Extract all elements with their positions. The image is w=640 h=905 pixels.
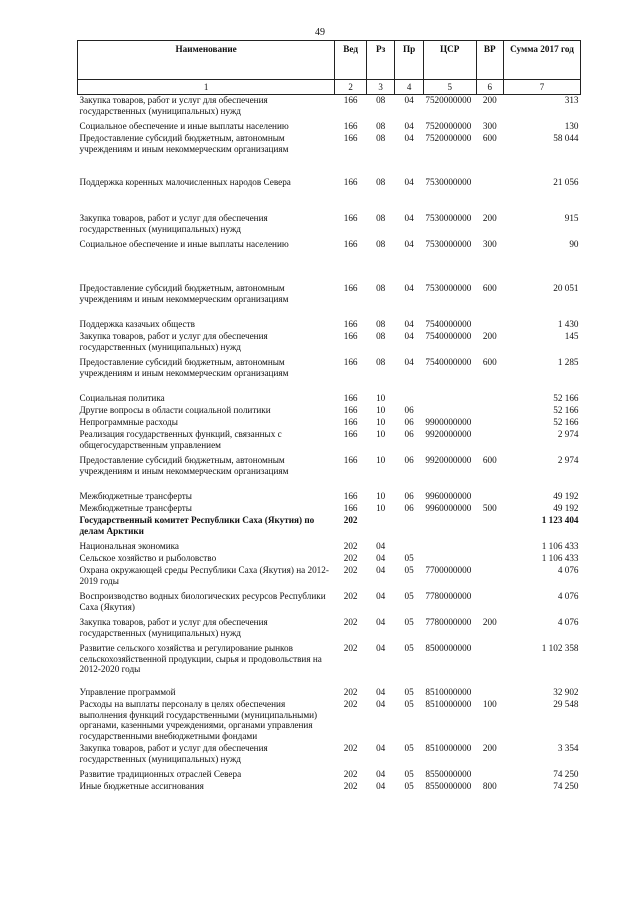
cell-ved: 202 <box>343 515 358 525</box>
cell-pr: 04 <box>404 331 414 341</box>
cell-csr: 7520000000 <box>425 121 472 131</box>
cell-csr: 7780000000 <box>425 617 472 627</box>
cell-rz: 10 <box>376 393 386 403</box>
cell-name: Национальная экономика <box>79 541 180 551</box>
table-row <box>78 283 581 319</box>
cell-csr <box>423 553 476 565</box>
cell-vr: 200 <box>482 95 497 105</box>
cell-vr <box>476 643 503 687</box>
table-row <box>78 781 581 793</box>
table-row <box>78 319 581 331</box>
cell-ved: 202 <box>343 553 358 563</box>
header-pr: Пр <box>395 41 423 80</box>
cell-pr: 05 <box>404 699 414 709</box>
table-row <box>78 515 581 541</box>
cell-ved: 166 <box>343 95 358 105</box>
cell-vr: 200 <box>482 213 497 223</box>
cell-sum: 52 166 <box>553 405 579 415</box>
cell-sum: 52 166 <box>553 417 579 427</box>
cell-ved: 166 <box>343 357 358 367</box>
cell-rz: 10 <box>376 429 386 439</box>
cell-ved: 202 <box>343 687 358 697</box>
table-row <box>78 121 581 133</box>
cell-name: Предоставление субсидий бюджетным, автономным учреждениям и иным некоммерческим организациям <box>79 455 289 476</box>
cell-sum: 90 <box>569 239 579 249</box>
table-row <box>78 177 581 213</box>
cell-name: Межбюджетные трансферты <box>79 503 192 513</box>
cell-ved: 202 <box>343 781 358 791</box>
cell-csr <box>423 515 476 541</box>
cell-ved: 166 <box>343 239 358 249</box>
cell-sum: 20 051 <box>553 283 579 293</box>
cell-rz <box>366 515 394 541</box>
table-row <box>78 565 581 591</box>
cell-rz: 08 <box>376 133 386 143</box>
cell-vr <box>476 565 503 591</box>
cell-csr: 9900000000 <box>425 417 472 427</box>
cell-csr: 7520000000 <box>425 133 472 143</box>
cell-rz: 08 <box>376 283 386 293</box>
cell-csr: 7530000000 <box>425 239 472 249</box>
cell-ved: 166 <box>343 417 358 427</box>
cell-pr: 05 <box>404 687 414 697</box>
cell-vr <box>476 429 503 455</box>
cell-sum: 2 974 <box>557 455 579 465</box>
cell-rz: 04 <box>376 553 386 563</box>
col-number: 6 <box>476 80 503 95</box>
table-row <box>78 429 581 455</box>
cell-vr <box>476 177 503 213</box>
cell-csr: 8500000000 <box>425 643 472 653</box>
cell-vr: 800 <box>482 781 497 791</box>
cell-pr: 05 <box>404 617 414 627</box>
cell-name: Воспроизводство водных биологических ресурсов Республики Саха (Якутия) <box>79 591 326 612</box>
table-row <box>78 699 581 743</box>
cell-name: Поддержка казачьих обществ <box>79 319 195 329</box>
cell-sum: 1 106 433 <box>541 541 579 551</box>
cell-name: Развитие традиционных отраслей Севера <box>79 769 242 779</box>
cell-rz: 08 <box>376 357 386 367</box>
cell-vr: 200 <box>482 617 497 627</box>
cell-csr: 8510000000 <box>425 743 472 753</box>
table-row <box>78 331 581 357</box>
cell-pr: 05 <box>404 591 414 601</box>
cell-rz: 04 <box>376 541 386 551</box>
table-row <box>78 643 581 687</box>
cell-pr: 06 <box>404 455 414 465</box>
cell-rz: 10 <box>376 455 386 465</box>
cell-sum: 130 <box>564 121 579 131</box>
cell-name: Государственный комитет Республики Саха (Якутия) по делам Арктики <box>79 515 315 536</box>
cell-pr: 06 <box>404 503 414 513</box>
cell-rz: 10 <box>376 503 386 513</box>
cell-name: Закупка товаров, работ и услуг для обеспечения государственных (муниципальных) нужд <box>79 617 268 638</box>
cell-ved: 202 <box>343 769 358 779</box>
cell-rz: 04 <box>376 643 386 653</box>
cell-sum: 145 <box>564 331 579 341</box>
table-row <box>78 417 581 429</box>
cell-vr: 600 <box>482 455 497 465</box>
cell-name: Поддержка коренных малочисленных народов Севера <box>79 177 291 187</box>
cell-csr <box>423 541 476 553</box>
cell-ved: 166 <box>343 491 358 501</box>
col-number: 3 <box>366 80 394 95</box>
cell-sum: 915 <box>564 213 579 223</box>
cell-vr <box>476 417 503 429</box>
cell-name: Охрана окружающей среды Республики Саха (Якутия) на 2012-2019 годы <box>79 565 329 586</box>
table-row <box>78 239 581 283</box>
cell-name: Предоставление субсидий бюджетным, автономным учреждениям и иным некоммерческим организациям <box>79 357 289 378</box>
cell-ved: 166 <box>343 121 358 131</box>
cell-pr: 05 <box>404 781 414 791</box>
cell-pr: 04 <box>404 177 414 187</box>
cell-vr <box>476 393 503 405</box>
cell-vr <box>476 405 503 417</box>
cell-ved: 166 <box>343 393 358 403</box>
cell-name: Другие вопросы в области социальной политики <box>79 405 271 415</box>
cell-ved: 166 <box>343 213 358 223</box>
cell-ved: 166 <box>343 429 358 439</box>
cell-csr: 7530000000 <box>425 177 472 187</box>
cell-vr <box>476 515 503 541</box>
cell-pr: 05 <box>404 743 414 753</box>
cell-rz: 04 <box>376 743 386 753</box>
cell-pr: 04 <box>404 319 414 329</box>
cell-sum: 2 974 <box>557 429 579 439</box>
cell-ved: 166 <box>343 177 358 187</box>
cell-vr <box>476 769 503 781</box>
cell-csr: 7530000000 <box>425 213 472 223</box>
cell-name: Социальное обеспечение и иные выплаты населению <box>79 121 289 131</box>
cell-sum: 52 166 <box>553 393 579 403</box>
cell-sum: 4 076 <box>557 617 579 627</box>
cell-name: Управление программой <box>79 687 176 697</box>
cell-ved: 202 <box>343 565 358 575</box>
cell-ved: 166 <box>343 331 358 341</box>
table-body <box>78 95 581 794</box>
cell-rz: 08 <box>376 213 386 223</box>
cell-csr: 9960000000 <box>425 503 472 513</box>
cell-sum: 74 250 <box>553 781 579 791</box>
table-row <box>78 95 581 122</box>
cell-vr: 600 <box>482 283 497 293</box>
cell-sum: 1 430 <box>557 319 579 329</box>
cell-name: Предоставление субсидий бюджетным, автономным учреждениям и иным некоммерческим организациям <box>79 283 289 304</box>
table-row <box>78 133 581 177</box>
cell-sum: 3 354 <box>557 743 579 753</box>
cell-vr <box>476 319 503 331</box>
cell-name: Закупка товаров, работ и услуг для обеспечения государственных (муниципальных) нужд <box>79 213 268 234</box>
cell-csr: 7540000000 <box>425 331 472 341</box>
table-header-row <box>78 41 581 80</box>
cell-ved: 202 <box>343 591 358 601</box>
cell-vr <box>476 541 503 553</box>
cell-name: Закупка товаров, работ и услуг для обеспечения государственных (муниципальных) нужд <box>79 331 268 352</box>
col-number: 4 <box>395 80 423 95</box>
cell-name: Предоставление субсидий бюджетным, автономным учреждениям и иным некоммерческим организациям <box>79 133 289 154</box>
cell-vr <box>476 591 503 617</box>
cell-name: Закупка товаров, работ и услуг для обеспечения государственных (муниципальных) нужд <box>79 95 268 116</box>
header-name: Наименование <box>78 41 335 80</box>
cell-pr <box>395 515 423 541</box>
cell-sum: 4 076 <box>557 565 579 575</box>
column-number-row <box>78 80 581 95</box>
cell-name: Иные бюджетные ассигнования <box>79 781 204 791</box>
cell-csr: 9920000000 <box>425 429 472 439</box>
cell-sum: 29 548 <box>553 699 579 709</box>
cell-csr <box>423 405 476 417</box>
col-number: 7 <box>503 80 580 95</box>
cell-name: Сельское хозяйство и рыболовство <box>79 553 217 563</box>
cell-pr: 06 <box>404 491 414 501</box>
cell-rz: 04 <box>376 687 386 697</box>
cell-rz: 08 <box>376 319 386 329</box>
cell-sum: 1 285 <box>557 357 579 367</box>
cell-vr: 200 <box>482 743 497 753</box>
cell-pr: 05 <box>404 553 414 563</box>
col-number: 5 <box>423 80 476 95</box>
cell-pr <box>395 541 423 553</box>
cell-vr: 100 <box>482 699 497 709</box>
cell-csr: 7540000000 <box>425 357 472 367</box>
table-row <box>78 743 581 769</box>
cell-rz: 10 <box>376 417 386 427</box>
table-row <box>78 405 581 417</box>
cell-pr: 06 <box>404 417 414 427</box>
cell-pr: 04 <box>404 95 414 105</box>
cell-csr: 8510000000 <box>425 699 472 709</box>
cell-csr: 9960000000 <box>425 491 472 501</box>
cell-name: Межбюджетные трансферты <box>79 491 192 501</box>
header-sum: Сумма 2017 год <box>503 41 580 80</box>
cell-rz: 04 <box>376 617 386 627</box>
header-csr: ЦСР <box>423 41 476 80</box>
cell-vr <box>476 687 503 699</box>
cell-csr: 7780000000 <box>425 591 472 601</box>
cell-name: Социальная политика <box>79 393 165 403</box>
header-rz: Рз <box>366 41 394 80</box>
cell-rz: 08 <box>376 177 386 187</box>
cell-rz: 04 <box>376 565 386 575</box>
cell-pr: 04 <box>404 239 414 249</box>
table-row <box>78 503 581 515</box>
col-number: 1 <box>78 80 335 95</box>
cell-ved: 166 <box>343 133 358 143</box>
cell-pr: 05 <box>404 643 414 653</box>
cell-pr: 06 <box>404 429 414 439</box>
cell-csr: 7540000000 <box>425 319 472 329</box>
cell-vr <box>476 553 503 565</box>
cell-sum: 4 076 <box>557 591 579 601</box>
table-row <box>78 553 581 565</box>
cell-sum: 21 056 <box>553 177 579 187</box>
table-row <box>78 455 581 491</box>
cell-ved: 166 <box>343 405 358 415</box>
table-row <box>78 213 581 239</box>
cell-rz: 08 <box>376 331 386 341</box>
budget-table <box>77 40 581 793</box>
cell-sum: 49 192 <box>553 503 579 513</box>
cell-vr: 500 <box>482 503 497 513</box>
cell-ved: 166 <box>343 455 358 465</box>
cell-pr: 04 <box>404 121 414 131</box>
cell-ved: 166 <box>343 283 358 293</box>
cell-pr: 04 <box>404 357 414 367</box>
cell-name: Социальное обеспечение и иные выплаты населению <box>79 239 289 249</box>
cell-ved: 202 <box>343 541 358 551</box>
cell-vr: 600 <box>482 357 497 367</box>
cell-ved: 166 <box>343 319 358 329</box>
cell-rz: 10 <box>376 405 386 415</box>
cell-csr: 7520000000 <box>425 95 472 105</box>
col-number: 2 <box>335 80 367 95</box>
table-row <box>78 591 581 617</box>
cell-csr: 9920000000 <box>425 455 472 465</box>
cell-vr <box>476 491 503 503</box>
cell-pr: 06 <box>404 405 414 415</box>
cell-name: Закупка товаров, работ и услуг для обеспечения государственных (муниципальных) нужд <box>79 743 268 764</box>
cell-csr: 8550000000 <box>425 781 472 791</box>
cell-pr: 04 <box>404 133 414 143</box>
cell-rz: 08 <box>376 239 386 249</box>
cell-pr: 05 <box>404 769 414 779</box>
cell-vr: 200 <box>482 331 497 341</box>
cell-sum: 313 <box>564 95 579 105</box>
cell-pr: 04 <box>404 213 414 223</box>
cell-rz: 04 <box>376 591 386 601</box>
cell-sum: 74 250 <box>553 769 579 779</box>
cell-csr: 7700000000 <box>425 565 472 575</box>
cell-pr: 05 <box>404 565 414 575</box>
cell-csr <box>423 393 476 405</box>
cell-sum: 1 123 404 <box>541 515 579 525</box>
table-row <box>78 393 581 405</box>
cell-pr: 04 <box>404 283 414 293</box>
header-vr: ВР <box>476 41 503 80</box>
table-row <box>78 687 581 699</box>
table-row <box>78 491 581 503</box>
cell-name: Непрограммные расходы <box>79 417 178 427</box>
cell-sum: 58 044 <box>553 133 579 143</box>
cell-csr: 7530000000 <box>425 283 472 293</box>
table-row <box>78 769 581 781</box>
cell-ved: 202 <box>343 699 358 709</box>
cell-name: Реализация государственных функций, связанных с общегосударственным управлением <box>79 429 282 450</box>
cell-name: Развитие сельского хозяйства и регулирование рынков сельскохозяйственной продукции, сырья и продовольствия на 2012-2020 годы <box>79 643 322 675</box>
cell-csr: 8550000000 <box>425 769 472 779</box>
cell-vr: 300 <box>482 121 497 131</box>
cell-pr <box>395 393 423 405</box>
cell-name: Расходы на выплаты персоналу в целях обеспечения выполнения функций государственными (муниципальными) органами, казенными учреждениями, органами управления государственными внебюджетными фондами <box>79 699 318 741</box>
cell-ved: 202 <box>343 743 358 753</box>
cell-vr: 300 <box>482 239 497 249</box>
cell-sum: 32 902 <box>553 687 579 697</box>
table-row <box>78 541 581 553</box>
header-ved: Вед <box>335 41 367 80</box>
cell-rz: 10 <box>376 491 386 501</box>
cell-rz: 04 <box>376 699 386 709</box>
cell-vr: 600 <box>482 133 497 143</box>
cell-sum: 49 192 <box>553 491 579 501</box>
cell-rz: 08 <box>376 95 386 105</box>
cell-ved: 202 <box>343 643 358 653</box>
cell-rz: 04 <box>376 781 386 791</box>
table-row <box>78 617 581 643</box>
cell-ved: 166 <box>343 503 358 513</box>
cell-ved: 202 <box>343 617 358 627</box>
cell-rz: 04 <box>376 769 386 779</box>
page-number: 49 <box>315 27 325 38</box>
cell-rz: 08 <box>376 121 386 131</box>
cell-sum: 1 102 358 <box>541 643 579 653</box>
cell-csr: 8510000000 <box>425 687 472 697</box>
table-row <box>78 357 581 393</box>
cell-sum: 1 106 433 <box>541 553 579 563</box>
